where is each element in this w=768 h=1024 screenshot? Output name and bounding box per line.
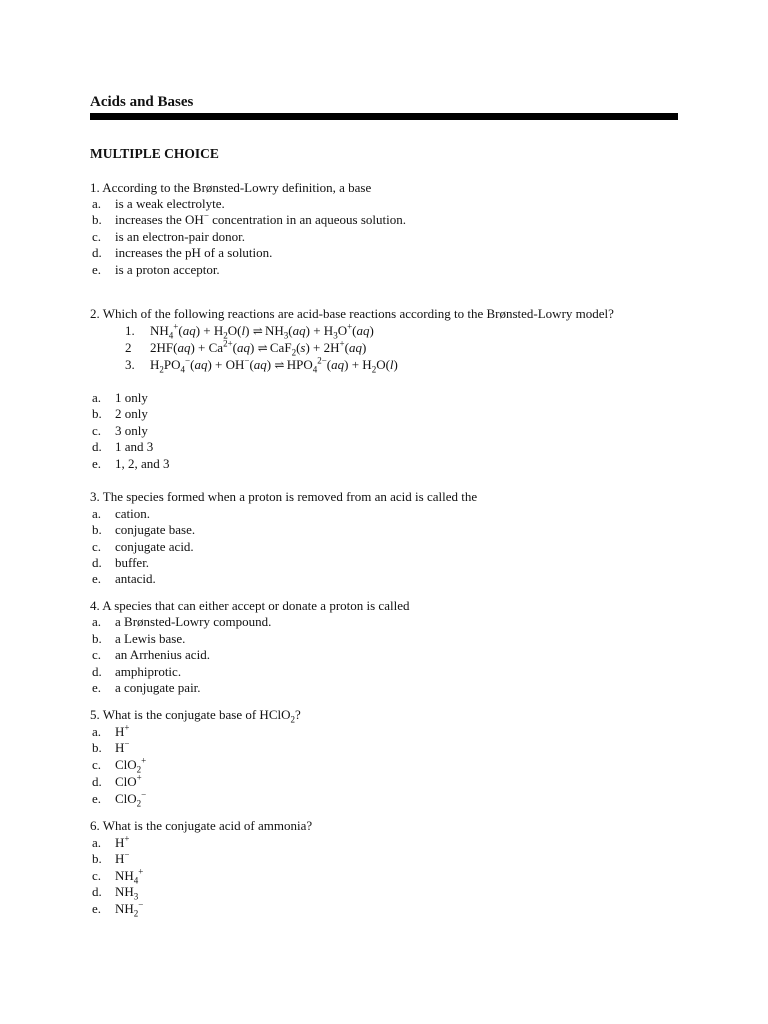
option-letter: c. [92,757,102,772]
option-text: a Lewis base. [115,631,186,646]
option-text: cation. [115,506,151,521]
option-text: is a weak electrolyte. [115,196,225,211]
option-text: a conjugate pair. [115,680,201,695]
option-text: H+ [115,722,130,739]
option-letter: a. [92,390,102,405]
option-text: H− [115,738,130,755]
option-letter: a. [92,835,102,850]
option-text: 1, 2, and 3 [115,456,170,471]
option-text: ClO$_2$− [115,789,147,809]
option-text: ClO$_2$+ [115,755,147,775]
q2-stem: 2. Which of the following reactions are acid-base reactions according to the Brønsted-Lowry model? [90,306,614,321]
option-letter: e. [92,571,102,586]
option-letter: e. [92,680,102,695]
option-letter: c. [92,539,102,554]
option-letter: a. [92,614,102,629]
option-text: is a proton acceptor. [115,262,220,277]
option-letter: a. [92,724,102,739]
reaction-equation: $2HF(aq) + Ca^{2+}(aq)$ ⇌ CaF$_2$(s) + 2H+(aq) [150,338,367,358]
option-letter: c. [92,647,102,662]
option-letter: b. [92,851,102,866]
option-text: $NH_3$ [115,884,139,902]
option-text: antacid. [115,571,156,586]
option-letter: e. [92,901,102,916]
option-letter: c. [92,229,102,244]
equilibrium-arrow-icon: ⇌ [257,341,267,355]
q1-stem: 1. According to the Brønsted-Lowry definition, a base [90,180,372,195]
option-text: ClO+ [115,772,142,789]
option-letter: e. [92,262,102,277]
option-letter: c. [92,423,102,438]
option-letter: d. [92,439,102,454]
reaction-equation: $H_2PO_4^-(aq) + OH^-(aq)$ ⇌ $HPO_4^{2-}(aq) + H_2O(l)$ [150,355,398,375]
option-letter: d. [92,245,102,260]
option-text: buffer. [115,555,150,570]
option-letter: b. [92,212,102,227]
equilibrium-arrow-icon: ⇌ [252,324,262,338]
option-letter: b. [92,406,102,421]
option-letter: c. [92,868,102,883]
reaction-equation: $NH_4^+(aq) + H_2O(l)$ ⇌ $NH_3(aq) + H_3O^+(aq)$ [150,321,374,341]
option-letter: d. [92,884,102,899]
option-text: $NH_2^-$ [115,899,144,919]
section-heading: MULTIPLE CHOICE [90,146,219,161]
equilibrium-arrow-icon: ⇌ [274,358,284,372]
option-text: 1 only [115,390,148,405]
option-text: 3 only [115,423,148,438]
option-letter: e. [92,791,102,806]
option-text: $NH_4^+$ [115,866,144,886]
option-text: increases the OH− concentration in an aqueous solution. [115,210,407,227]
q5-stem: 5. What is the conjugate base of HClO$_2$? [90,707,301,725]
option-text: a Brønsted-Lowry compound. [115,614,272,629]
q4-stem: 4. A species that can either accept or donate a proton is called [90,598,410,613]
reaction-number: 1. [125,323,135,338]
q3-stem: 3. The species formed when a proton is removed from an acid is called the [90,489,478,504]
option-letter: d. [92,555,102,570]
option-text: 2 only [115,406,148,421]
reaction-number: 2 [125,340,132,355]
option-letter: e. [92,456,102,471]
option-text: conjugate acid. [115,539,194,554]
option-letter: b. [92,740,102,755]
option-letter: d. [92,664,102,679]
reaction-number: 3. [125,357,135,372]
option-letter: b. [92,631,102,646]
q6-stem: 6. What is the conjugate acid of ammonia? [90,818,313,833]
option-letter: a. [92,196,102,211]
option-text: H− [115,849,130,866]
option-letter: d. [92,774,102,789]
option-text: is an electron-pair donor. [115,229,245,244]
title-rule [90,113,678,120]
page-title: Acids and Bases [90,94,194,110]
option-text: conjugate base. [115,522,196,537]
option-text: H+ [115,833,130,850]
option-text: an Arrhenius acid. [115,647,210,662]
option-letter: b. [92,522,102,537]
option-text: increases the pH of a solution. [115,245,273,260]
option-text: amphiprotic. [115,664,182,679]
option-letter: a. [92,506,102,521]
option-text: 1 and 3 [115,439,154,454]
